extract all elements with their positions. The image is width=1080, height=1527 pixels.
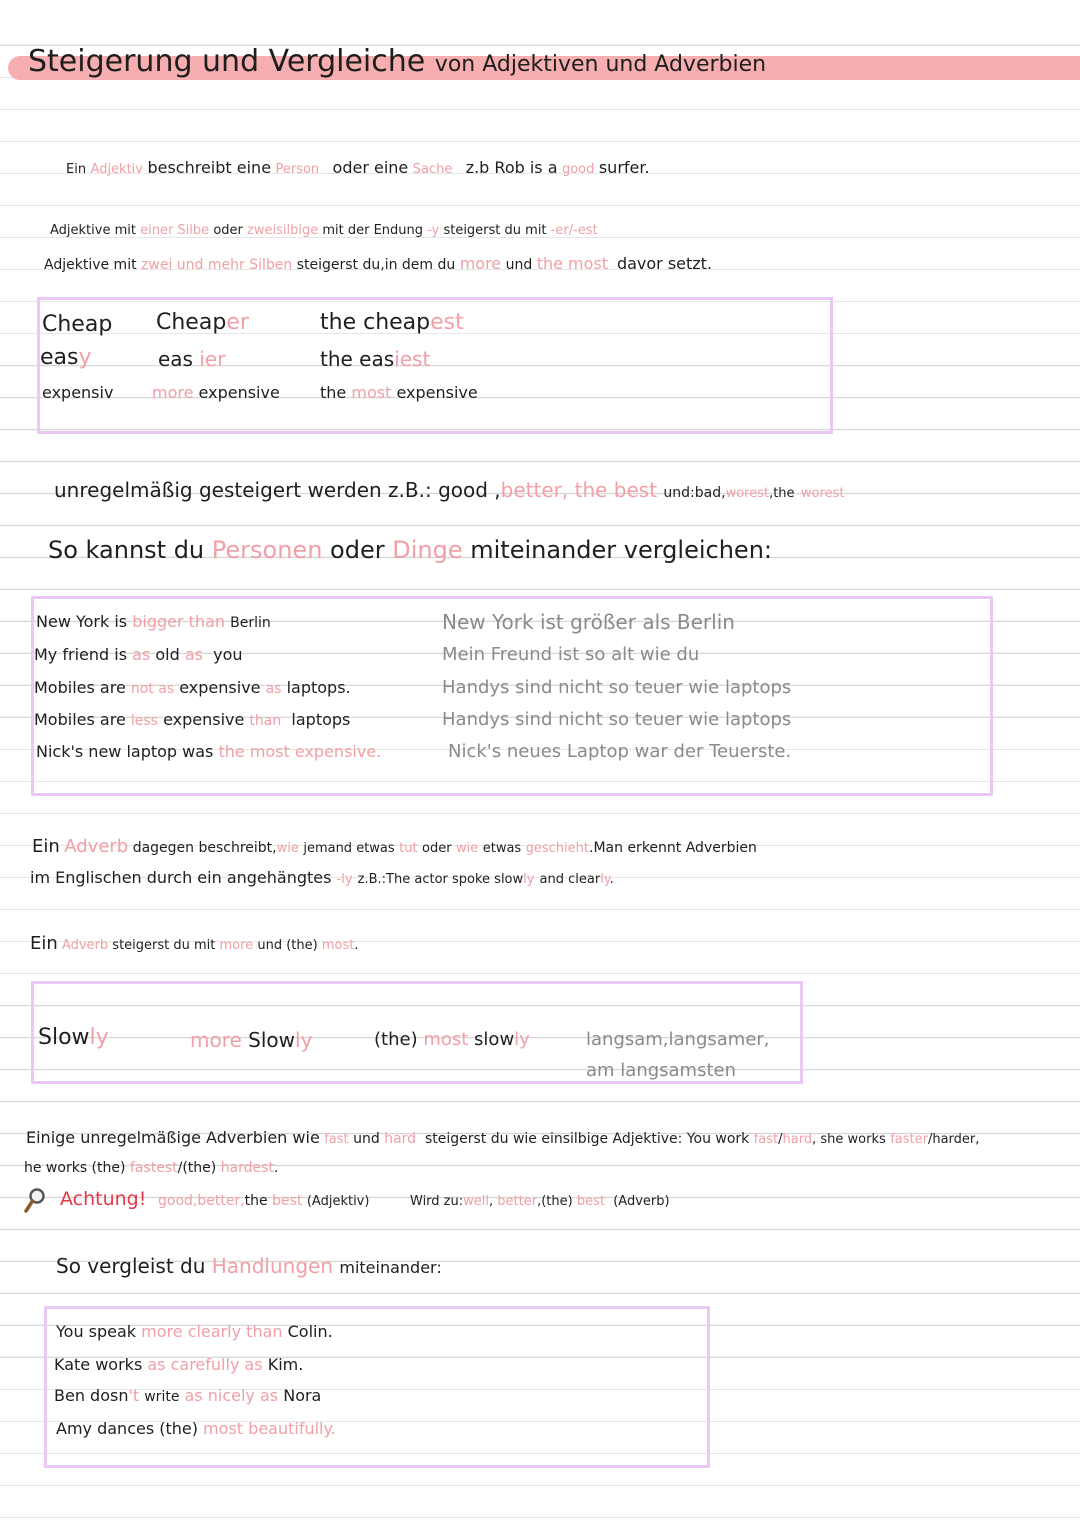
adverb-comparison-rule: Ein Adverb steigerst du mit more und (the) most.: [30, 933, 359, 954]
en-line-3: Mobiles are not as expensive as laptops.: [34, 678, 351, 697]
intro-line: Ein Adjektiv beschreibt eine Person oder eine Sache z.b Rob is a good surfer.: [66, 158, 650, 177]
achtung-label: Achtung!: [60, 1188, 147, 1210]
action-line-4: Amy dances (the) most beautifully.: [56, 1419, 336, 1438]
de-line-3: Handys sind nicht so teuer wie laptops: [442, 677, 792, 698]
achtung-adverb: Wird zu:well, better,(the) best (Adverb): [410, 1194, 670, 1209]
cell-slowly: Slowly: [38, 1025, 109, 1050]
cell-langsam: langsam,langsamer,: [586, 1029, 770, 1050]
en-line-2: My friend is as old as you: [34, 645, 243, 664]
rule-one-syllable: Adjektive mit einer Silbe oder zweisilbige mit der Endung -y steigerst du mit -er/-est: [50, 223, 598, 238]
cell-cheapest: the cheapest: [320, 310, 464, 335]
cell-easiest: the easiest: [320, 347, 431, 371]
cell-easy: easy: [40, 345, 92, 370]
de-line-4: Handys sind nicht so teuer wie laptops: [442, 709, 792, 730]
cell-cheaper: Cheaper: [156, 310, 249, 335]
cell-cheap: Cheap: [42, 312, 113, 337]
adverb-ly-rule: im Englischen durch ein angehängtes -ly z.B.:The actor spoke slowly and clearly.: [30, 868, 614, 887]
cell-expensiv: expensiv: [42, 383, 114, 402]
compare-heading: So kannst du Personen oder Dinge miteinander vergleichen:: [48, 536, 772, 564]
cell-most-slowly: (the) most slowly: [374, 1029, 530, 1050]
de-line-5: Nick's neues Laptop war der Teuerste.: [448, 741, 792, 762]
en-line-5: Nick's new laptop was the most expensive.: [36, 742, 382, 761]
action-line-1: You speak more clearly than Colin.: [56, 1322, 333, 1341]
title-main: Steigerung und Vergleiche: [28, 44, 426, 79]
de-line-1: New York ist größer als Berlin: [442, 610, 735, 634]
en-line-1: New York is bigger than Berlin: [36, 612, 271, 631]
achtung-adjective: good,better,the best (Adjektiv): [158, 1193, 370, 1209]
rule-two-syllables: Adjektive mit zwei und mehr Silben steigerst du,in dem du more und the most davor setzt.: [44, 254, 713, 273]
cell-most-expensive: the most expensive: [320, 383, 478, 402]
de-line-2: Mein Freund ist so alt wie du: [442, 644, 700, 665]
cell-more-expensive: more expensive: [152, 383, 280, 402]
title-rest: von Adjektiven und Adverbien: [434, 52, 767, 77]
actions-heading: So vergleist du Handlungen miteinander:: [56, 1254, 442, 1278]
page-title: [28, 44, 766, 79]
irregular-adverbs-line1: Einige unregelmäßige Adverbien wie fast und hard steigerst du wie einsilbige Adjektive: You work fast/hard, she works faster/harder,: [26, 1128, 980, 1147]
irregular-adverbs-line2: he works (the) fastest/(the) hardest.: [24, 1160, 279, 1176]
cell-easier: eas ier: [158, 347, 226, 371]
magnifying-glass-icon: [24, 1188, 46, 1214]
action-line-2: Kate works as carefully as Kim.: [54, 1355, 304, 1374]
irregular-line: unregelmäßig gesteigert werden z.B.: good ,better, the best und:bad,worest,the worest: [54, 478, 845, 502]
en-line-4: Mobiles are less expensive than laptops: [34, 710, 351, 729]
adverb-definition: Ein Adverb dagegen beschreibt,wie jemand etwas tut oder wie etwas geschieht.Man erkennt Adverbien: [32, 836, 757, 857]
action-line-3: Ben dosn't write as nicely as Nora: [54, 1386, 322, 1405]
cell-more-slowly: more Slowly: [190, 1028, 313, 1052]
cell-langsamsten: am langsamsten: [586, 1060, 737, 1081]
